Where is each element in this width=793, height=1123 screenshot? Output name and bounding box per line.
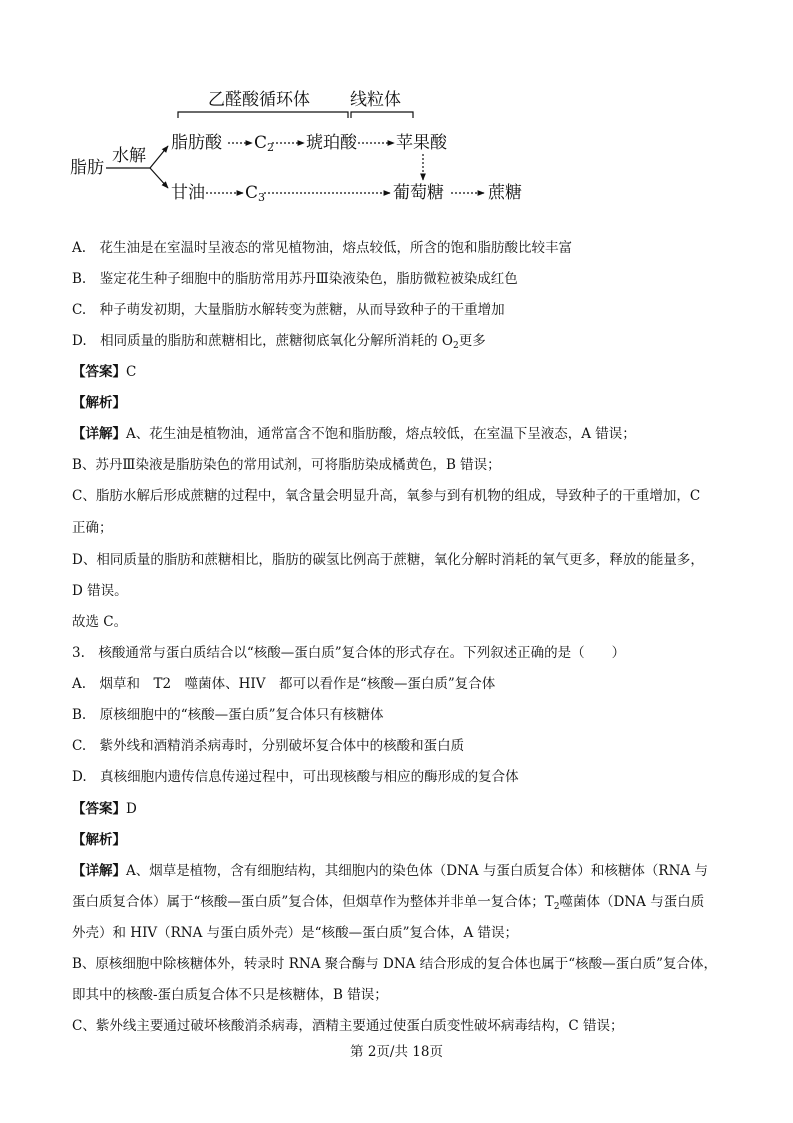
q2-analysis-heading: 【解析】 <box>72 395 126 411</box>
q3-option-d: D. 真核细胞内遗传信息传递过程中，可出现核酸与相应的酶形成的复合体 <box>72 769 519 785</box>
bracket-mito <box>351 112 413 118</box>
q3-detail-3: 外壳）和 HIV（RNA 与蛋白质外壳）是“核酸—蛋白质”复合体，A 错误； <box>72 925 519 941</box>
node-fatty-acid: 脂肪酸 <box>171 133 222 153</box>
q2-detail-4a: D、相同质量的脂肪和蔗糖相比，脂肪的碳氢比例高于蔗糖，氧化分解时消耗的氧气更多，释放的能量多， <box>72 552 704 568</box>
q2-option-a: A. 花生油是在室温时呈液态的常见植物油，熔点较低，所含的饱和脂肪酸比较丰富 <box>72 240 573 256</box>
q3-detail-5: 即其中的核酸-蛋白质复合体不只是核糖体，B 错误； <box>72 987 388 1003</box>
q2-conclusion: 故选 C。 <box>72 614 128 630</box>
q3-detail-6: C、紫外线主要通过破坏核酸消杀病毒，酒精主要通过使蛋白质变性破坏病毒结构，C 错误； <box>72 1018 624 1034</box>
q2-option-c: C. 种子萌发初期，大量脂肪水解转变为蔗糖，从而导致种子的干重增加 <box>72 302 505 318</box>
q3-analysis-heading: 【解析】 <box>72 832 126 848</box>
page-footer: 第 2页/共 18页 <box>350 1044 443 1060</box>
q3-detail-1: 【详解】A、烟草是植物，含有细胞结构，其细胞内的染色体（DNA 与蛋白质复合体）和核糖体（RNA 与 <box>72 863 708 879</box>
node-glucose: 葡萄糖 <box>393 183 444 203</box>
q3-stem: 3. 核酸通常与蛋白质结合以“核酸—蛋白质”复合体的形式存在。下列叙述正确的是（ ） <box>72 645 626 661</box>
q3-option-c: C. 紫外线和酒精消杀病毒时，分别破坏复合体中的核酸和蛋白质 <box>72 738 465 754</box>
node-fat: 脂肪 <box>70 158 104 178</box>
node-glycerol: 甘油 <box>171 183 205 203</box>
q3-detail-4: B、原核细胞中除核糖体外，转录时 RNA 聚合酶与 DNA 结合形成的复合体也属于“核酸—蛋白质”复合体， <box>72 956 717 972</box>
label-mitochondria: 线粒体 <box>350 90 401 110</box>
label-glyoxysome: 乙醛酸循环体 <box>208 90 310 110</box>
q3-answer: 【答案】D <box>72 801 137 817</box>
q2-detail-2: B、苏丹Ⅲ染液是脂肪染色的常用试剂，可将脂肪染成橘黄色，B 错误； <box>72 457 501 473</box>
q2-option-b: B. 鉴定花生种子细胞中的脂肪常用苏丹Ⅲ染液染色，脂肪微粒被染成红色 <box>72 271 518 287</box>
q2-detail-3b: 正确； <box>72 520 113 536</box>
node-succinic-acid: 琥珀酸 <box>306 133 357 153</box>
label-hydrolysis: 水解 <box>112 146 146 166</box>
q2-detail-3a: C、脂肪水解后形成蔗糖的过程中，氧含量会明显升高，氧参与到有机物的组成，导致种子的干重增加，C <box>72 488 701 504</box>
q2-detail-1: 【详解】A、花生油是植物油，通常富含不饱和脂肪酸，熔点较低，在室温下呈液态，A 错误； <box>72 426 636 442</box>
node-c2: $C_2$ <box>254 133 275 154</box>
q3-detail-2: 蛋白质复合体）属于“核酸—蛋白质”复合体，但烟草作为整体并非单一复合体；$T_2$噬菌体（DNA 与蛋白质 <box>72 894 705 912</box>
node-malic-acid: 苹果酸 <box>396 133 447 153</box>
node-c3: $C_3$ <box>245 183 266 204</box>
q2-option-d: D. 相同质量的脂肪和蔗糖相比，蔗糖彻底氧化分解所消耗的 $O_2$更多 <box>72 333 486 351</box>
q3-option-b: B. 原核细胞中的“核酸—蛋白质”复合体只有核糖体 <box>72 707 384 723</box>
fork-up <box>150 146 168 168</box>
fork-down <box>150 168 168 188</box>
q2-detail-4b: D 错误。 <box>72 583 128 599</box>
bracket-tca <box>178 112 348 118</box>
q2-answer: 【答案】C <box>72 364 137 380</box>
node-sucrose: 蔗糖 <box>488 183 522 203</box>
q3-option-a: A. 烟草和 T2 噬菌体、HIV 都可以看作是“核酸—蛋白质”复合体 <box>72 676 496 692</box>
fat-conversion-diagram <box>68 88 538 218</box>
